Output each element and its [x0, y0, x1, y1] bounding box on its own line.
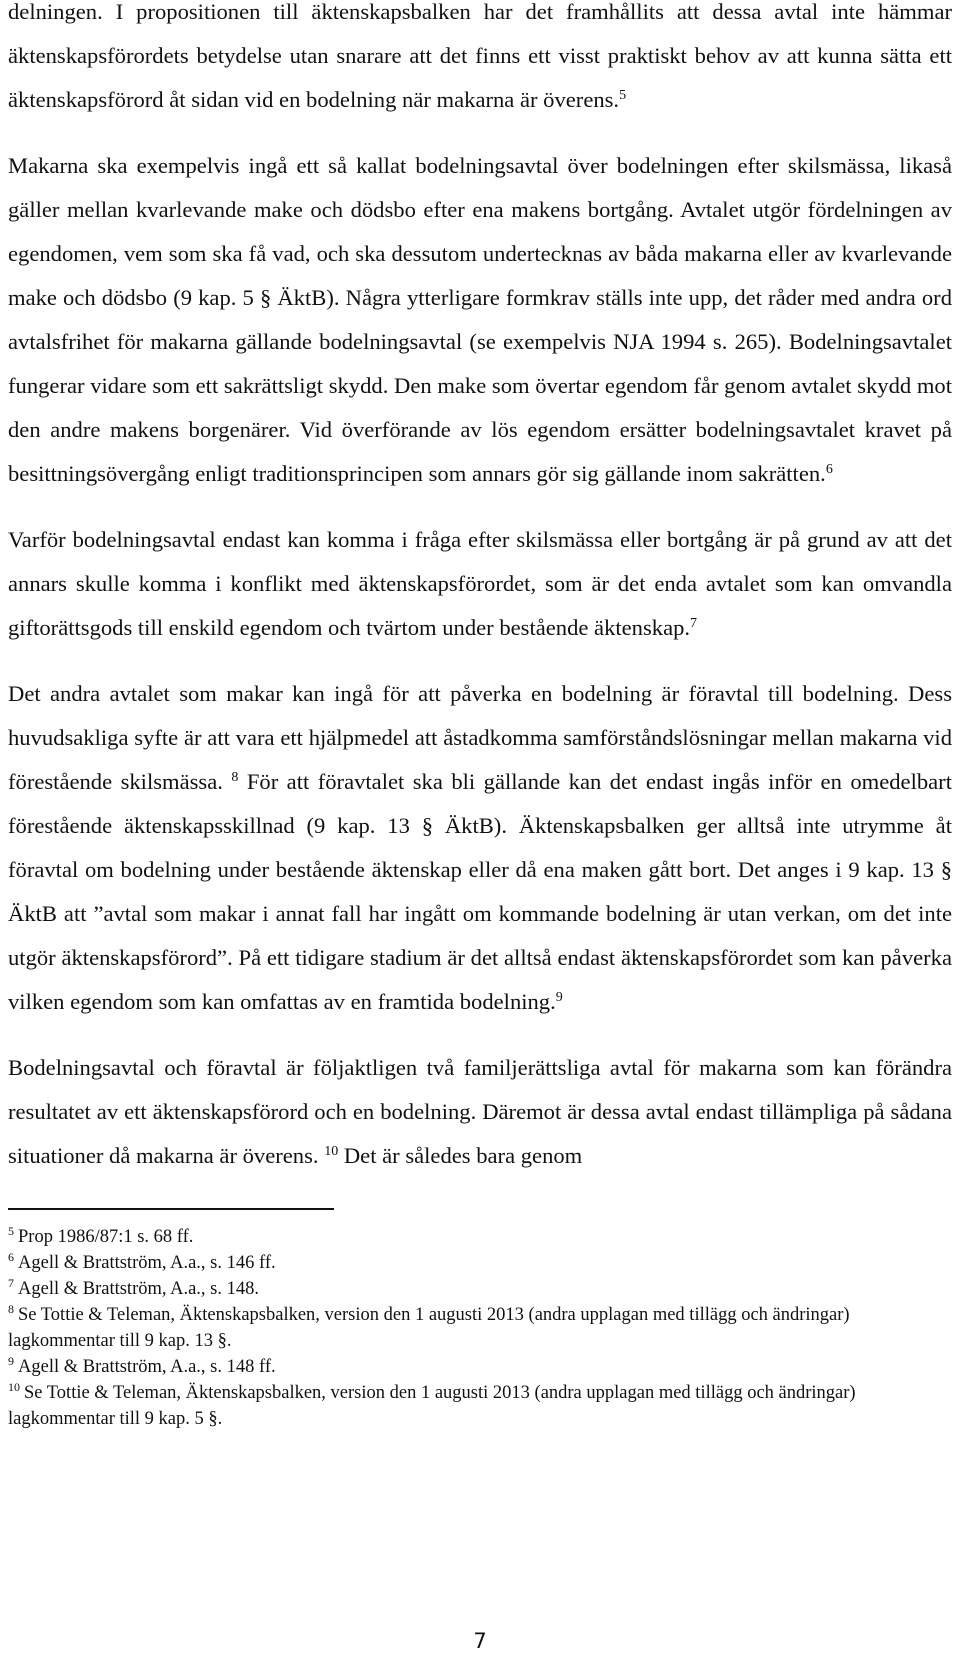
footnote-text: Se Tottie & Teleman, Äktenskapsbalken, version den 1 augusti 2013 (andra upplagan med tillägg och ändringar) lagkommentar till 9 kap. 5 §. [8, 1383, 856, 1429]
paragraph-text: Varför bodelningsavtal endast kan komma i fråga efter skilsmässa eller bortgång är på grund av att det annars skulle komma i konflikt med äktenskapsförordet, som är det enda avtalet som kan omvandla giftorättsgods till enskild egendom och tvärtom under bestående äktenskap. [8, 527, 952, 640]
paragraph-text: delningen. I propositionen till äktenskapsbalken har det framhållits att dessa avtal inte hämmar äktenskapsförordets betydelse utan snarare att det finns ett visst praktiskt behov av att kunna sätta ett äktenskapsförord åt sidan vid en bodelning när makarna är överens. [8, 0, 952, 112]
paragraph-text: För att föravtalet ska bli gällande kan det endast ingås inför en omedelbart förestående äktenskapsskillnad (9 kap. 13 § ÄktB). Äktenskapsbalken ger alltså inte utrymme åt föravtal om bodelning under bestående äktenskap eller då ena maken gått bort. Det anges i 9 kap. 13 § ÄktB att ”avtal som makar i annat fall har ingått om kommande bodelning är utan verkan, om det inte utgör äktenskapsförord”. På ett tidigare stadium är det alltså endast äktenskapsförordet som kan påverka vilken egendom som kan omfattas av en framtida bodelning. [8, 769, 952, 1014]
footnote-number: 8 [8, 1302, 14, 1316]
footnote-text: Agell & Brattström, A.a., s. 146 ff. [18, 1253, 276, 1273]
footnote-text: Prop 1986/87:1 s. 68 ff. [18, 1227, 194, 1247]
footnote-text: Agell & Brattström, A.a., s. 148. [18, 1279, 259, 1299]
body-paragraph [8, 672, 952, 1024]
footnote-separator [8, 1208, 334, 1210]
footnote [8, 1276, 952, 1302]
footnote-reference[interactable]: 6 [825, 462, 833, 477]
footnote [8, 1380, 952, 1432]
paragraph-text: Makarna ska exempelvis ingå ett så kallat bodelningsavtal över bodelningen efter skilsmässa, likaså gäller mellan kvarlevande make och dödsbo efter ena makens bortgång. Avtalet utgör fördelningen av egendomen, vem som ska få vad, och ska dessutom undertecknas av båda makarna eller av kvarlevande make och dödsbo (9 kap. 5 § ÄktB). Några ytterligare formkrav ställs inte upp, det råder med andra ord avtalsfrihet för makarna gällande bodelningsavtal (se exempelvis NJA 1994 s. 265). Bodelningsavtalet fungerar vidare som ett sakrättsligt skydd. Den make som övertar egendom får genom avtalet skydd mot den andre makens borgenärer. Vid överförande av lös egendom ersätter bodelningsavtalet kravet på besittningsövergång enligt traditionsprincipen som annars gör sig gällande inom sakrätten. [8, 153, 952, 486]
footnotes [8, 1224, 952, 1432]
footnote [8, 1354, 952, 1380]
body-paragraph [8, 518, 952, 650]
footnote-number: 7 [8, 1276, 14, 1290]
footnote-reference[interactable]: 5 [619, 88, 627, 103]
document-page [8, 0, 952, 1432]
footnote-reference[interactable]: 10 [324, 1144, 339, 1159]
footnote-reference[interactable]: 8 [231, 770, 239, 785]
body-paragraph [8, 144, 952, 496]
page-number: 7 [473, 1629, 487, 1653]
footnote [8, 1302, 952, 1354]
paragraph-text: Bodelningsavtal och föravtal är följaktligen två familjerättsliga avtal för makarna som kan förändra resultatet av ett äktenskapsförord och en bodelning. Däremot är dessa avtal endast tillämpliga på sådana situationer då makarna är överens. [8, 1055, 952, 1168]
footnote [8, 1224, 952, 1250]
body-paragraph [8, 0, 952, 122]
footnote-reference[interactable]: 7 [690, 616, 698, 631]
paragraph-text: Det är således bara genom [343, 1143, 583, 1168]
paragraph-text: Det andra avtalet som makar kan ingå för att påverka en bodelning är föravtal till bodelning. Dess huvudsakliga syfte är att vara ett hjälpmedel att åstadkomma samförståndslösningar mellan makarna vid förestående skilsmässa. [8, 681, 952, 794]
footnote [8, 1250, 952, 1276]
footnote-number: 10 [8, 1380, 20, 1394]
footnote-text: Agell & Brattström, A.a., s. 148 ff. [18, 1357, 276, 1377]
footnote-reference[interactable]: 9 [555, 990, 563, 1005]
footnote-number: 6 [8, 1250, 14, 1264]
body-paragraph [8, 1046, 952, 1178]
footnote-text: Se Tottie & Teleman, Äktenskapsbalken, version den 1 augusti 2013 (andra upplagan med tillägg och ändringar) lagkommentar till 9 kap. 13 §. [8, 1305, 850, 1351]
footnote-number: 9 [8, 1354, 14, 1368]
footnote-number: 5 [8, 1224, 14, 1238]
